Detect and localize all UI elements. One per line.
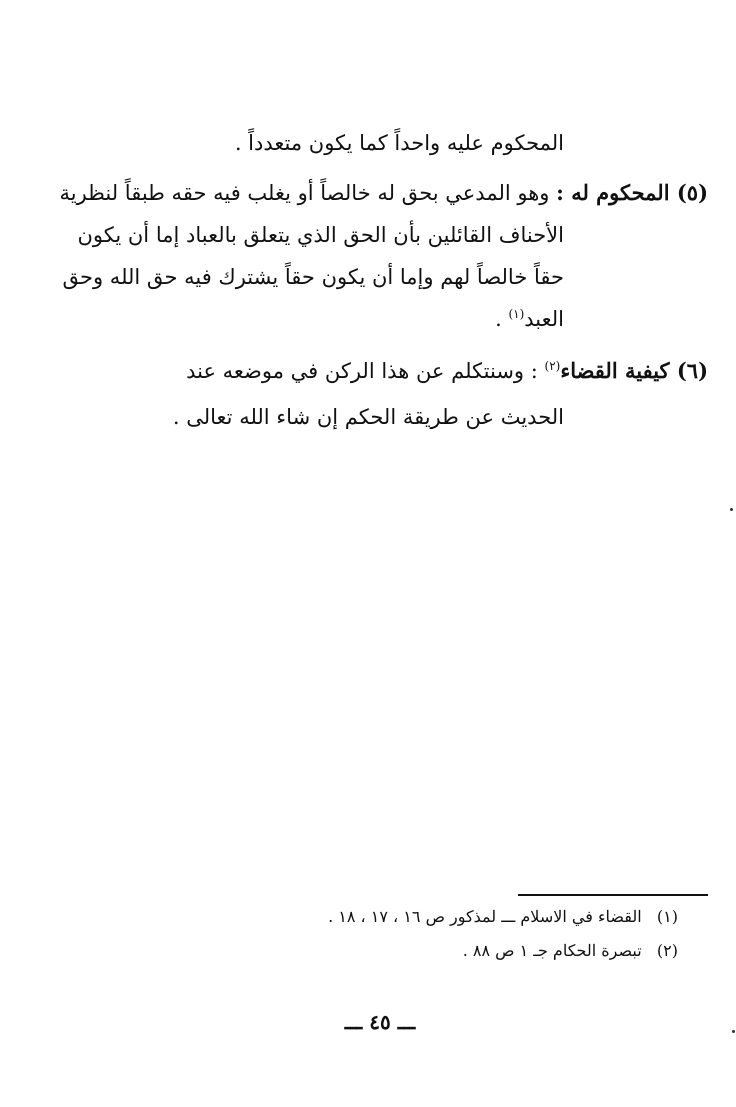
item-5-line-1 bbox=[58, 178, 708, 208]
item-5-line-4-end: . bbox=[495, 307, 509, 331]
footnote-2-number: (٢) bbox=[656, 941, 678, 960]
footnote-ref-2: (٢) bbox=[544, 359, 561, 373]
footnote-1-text: القضاء في الاسلام ـــ لمذكور ص ١٦ ، ١٧ ، ١٨ . bbox=[328, 907, 642, 926]
footnote-ref-1: (١) bbox=[508, 307, 525, 321]
scan-speck bbox=[732, 1030, 735, 1033]
item-5-heading: (٥) المحكوم له : bbox=[556, 180, 708, 205]
item-5-line-4 bbox=[495, 304, 564, 334]
footnote-2-text: تبصرة الحكام جـ ١ ص ٨٨ . bbox=[462, 941, 642, 960]
body-line-1: المحكوم عليه واحداً كما يكون متعدداً . bbox=[234, 131, 564, 155]
footnote-1 bbox=[328, 906, 678, 928]
item-5-line-2: الأحناف القائلين بأن الحق الذي يتعلق بالعباد إما أن يكون bbox=[77, 223, 564, 247]
item-5-line-3: حقاً خالصاً لهم وإما أن يكون حقاً يشترك فيه حق الله وحق bbox=[62, 265, 564, 289]
page-number: ـــ ٤٥ ـــ bbox=[344, 1010, 416, 1034]
footnote-divider bbox=[518, 894, 708, 896]
item-5-text: وهو المدعي بحق له خالصاً أو يغلب فيه حقه طبقاً لنظرية bbox=[59, 181, 550, 205]
scan-speck bbox=[730, 508, 733, 511]
footnote-2 bbox=[463, 940, 678, 962]
item-6-line-2: الحديث عن طريقة الحكم إن شاء الله تعالى . bbox=[172, 405, 564, 429]
item-6-heading: (٦) كيفية القضاء bbox=[560, 358, 708, 383]
item-5-line-4-text: العبد bbox=[524, 307, 564, 331]
footnote-1-number: (١) bbox=[656, 907, 678, 926]
item-6-line-1 bbox=[186, 356, 708, 386]
item-6-text: : وسنتكلم عن هذا الركن في موضعه عند bbox=[186, 359, 545, 383]
